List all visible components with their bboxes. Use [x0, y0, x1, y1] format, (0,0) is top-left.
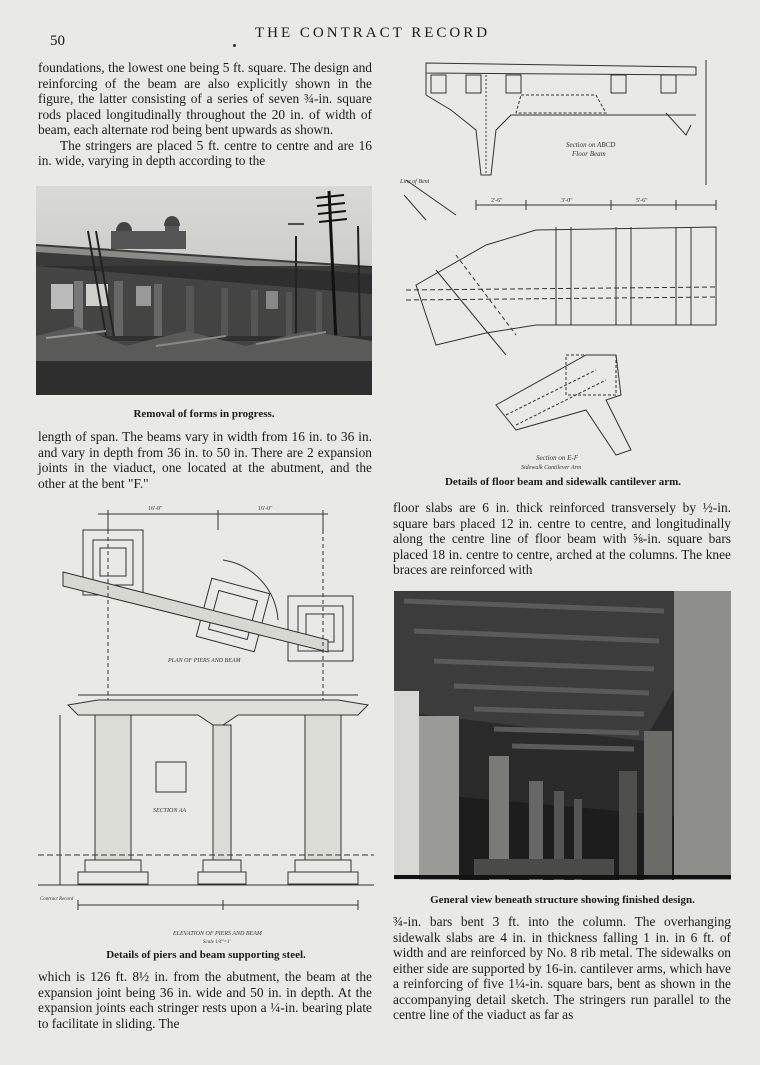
paragraph-2: The stringers are placed 5 ft. centre to centre and are 16 in. wide, varying in depth according to the [38, 137, 372, 168]
text-block-1 [38, 60, 372, 169]
label-contract-record: Contract Record [40, 897, 74, 902]
photo-general-view [394, 591, 731, 880]
label-dim-e: 5'-6" [636, 198, 648, 204]
drawing-floor-beam-cantilever [396, 55, 730, 475]
label-sidewalk-arm: Sidewalk Cantilever Arm [521, 465, 582, 471]
label-section-abcd: Section on ABCD [566, 141, 616, 149]
caption-photo-2: General view beneath structure showing finished design. [430, 894, 695, 906]
drawing-piers-beam [38, 500, 374, 945]
photo-removal-of-forms [36, 186, 372, 395]
label-section-aa: SECTION AA [153, 808, 187, 814]
running-header: THE CONTRACT RECORD [255, 25, 491, 41]
header-dot [233, 44, 236, 47]
caption-drawing-1: Details of floor beam and sidewalk cantilever arm. [444, 476, 682, 488]
label-plan: PLAN OF PIERS AND BEAM [168, 658, 241, 664]
paragraph-1: foundations, the lowest one being 5 ft. square. The design and reinforcing of the beam are also explicitly shown in the figure, the latter consisting of a series of seven ¾-in. square rods placed longitudinally throughout the 20 in. of width of beam, each alternate rod being bent upwards as shown. [38, 60, 372, 137]
caption-drawing-2: Details of piers and beam supporting steel. [106, 949, 306, 961]
caption-photo-1: Removal of forms in progress. [133, 408, 275, 420]
label-dim-a: 16'-0" [148, 506, 163, 512]
label-scale: Scale 1/4"=1' [203, 940, 231, 945]
label-section-ef: Section on E-F [536, 454, 578, 462]
page-number: 50 [50, 33, 65, 49]
text-block-3 [38, 969, 372, 1031]
paragraph-4: which is 126 ft. 8½ in. from the abutment, the beam at the expansion joint being 36 in. wide and 50 in. in depth. At the expansion joints each stringer rests upon a ¼-in. bearing plate to facilitate in sliding. The [38, 969, 372, 1031]
label-dim-d: 3'-0" [561, 198, 573, 204]
paragraph-5: floor slabs are 6 in. thick reinforced transversely by ½-in. square bars placed 12 in. centre to centre, and longitudinally along the centre line of floor beam with ⅝-in. square bars placed 18 in. centre to centre, arched at the columns. The knee braces are reinforced with [393, 500, 731, 577]
text-block-4 [393, 500, 731, 578]
label-line-of-bent: Line of Bent [400, 179, 430, 185]
label-dim-c: 2'-6" [491, 198, 503, 204]
label-elevation: ELEVATION OF PIERS AND BEAM [173, 931, 262, 937]
label-floor-beam: Floor Beam [572, 150, 606, 158]
text-block-2 [38, 429, 372, 491]
paragraph-6: ¾-in. bars bent 3 ft. into the column. The overhanging sidewalk slabs are 4 in. in thickness falling 1 in. in 6 ft. of width and are reinforced by No. 8 rib metal. The sidewalks on either side are supported by 16-in. cantilever arms, which have a reinforcing of five 1¼-in. square bars, bent as shown in the accompanying detail sketch. The stringers run parallel to the centre line of the viaduct as far as [393, 914, 731, 1022]
paragraph-3: length of span. The beams vary in width from 16 in. to 36 in. and vary in depth from 36 in. to 50 in. There are 2 expansion joints in the viaduct, one located at the abutment, and the other at the bent "F." [38, 429, 372, 491]
label-dim-b: 16'-0" [258, 506, 273, 512]
text-block-5 [393, 914, 731, 1023]
